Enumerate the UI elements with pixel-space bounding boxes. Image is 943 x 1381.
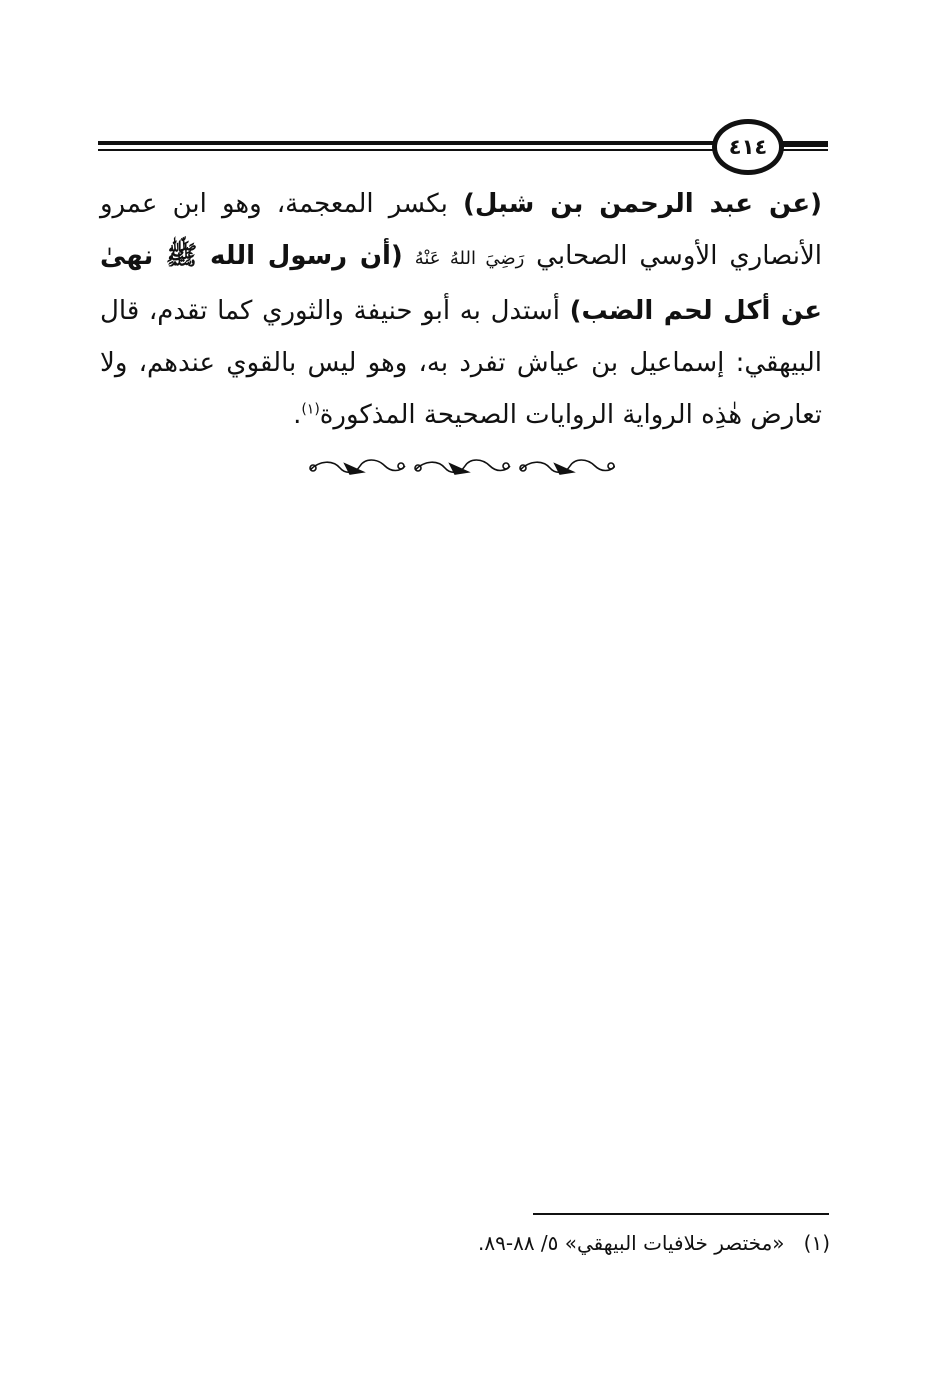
quoted-hadith-part-2: (أن رسول الله: [197, 241, 403, 271]
footnote-reference: (١): [301, 401, 320, 418]
footnote-marker: (١): [803, 1231, 830, 1255]
commentary-part-2: أستدل به أبو حنيفة والثوري كما تقدم، قال البيهقي: إسماعيل بن عياش تفرد به، وهو ليس بالقوي عندهم، ولا تعارض هٰذِه الرواية الروايات الصحيحة المذكورة: [100, 296, 822, 430]
commentary-part-1: بكسر المعجمة، وهو ابن عمرو الأنصاري الأوسي الصحابي: [100, 189, 822, 271]
main-paragraph: (عن عبد الرحمن بن شبل) بكسر المعجمة، وهو ابن عمرو الأنصاري الأوسي الصحابي رَضِيَ اللهُ عَنْهُ (أن رسول الله ﷺ نهىٰ عن أكل لحم الضب) أستدل به أبو حنيفة والثوري كما تقدم، قال البيهقي: إسماعيل بن عياش تفرد به، وهو ليس بالقوي عندهم، ولا تعارض هٰذِه الرواية الروايات الصحيحة المذكورة$^{(١)}$.: [100, 189, 822, 430]
honorific-salla: ﷺ: [165, 241, 198, 271]
quoted-hadith-part-3: نهىٰ عن أكل لحم الضب): [100, 241, 822, 326]
ornament-unit-3: [520, 460, 615, 474]
header-rule-tail: [782, 143, 828, 147]
floral-divider-icon: [305, 452, 615, 482]
footnote-1: [300, 1228, 830, 1258]
ornament-unit-2: [415, 460, 510, 474]
footnote-text: «مختصر خلافيات البيهقي» ٥/ ٨٨-٨٩.: [478, 1231, 785, 1255]
page-number-badge: [712, 119, 784, 175]
ornament-unit-1: [310, 460, 405, 474]
footnote-separator: [533, 1213, 829, 1215]
honorific-radiyallah: رَضِيَ اللهُ عَنْهُ: [414, 248, 525, 269]
quoted-hadith-part-1: (عن عبد الرحمن بن شبل): [463, 189, 822, 219]
page-number: ٤١٤: [728, 135, 768, 159]
